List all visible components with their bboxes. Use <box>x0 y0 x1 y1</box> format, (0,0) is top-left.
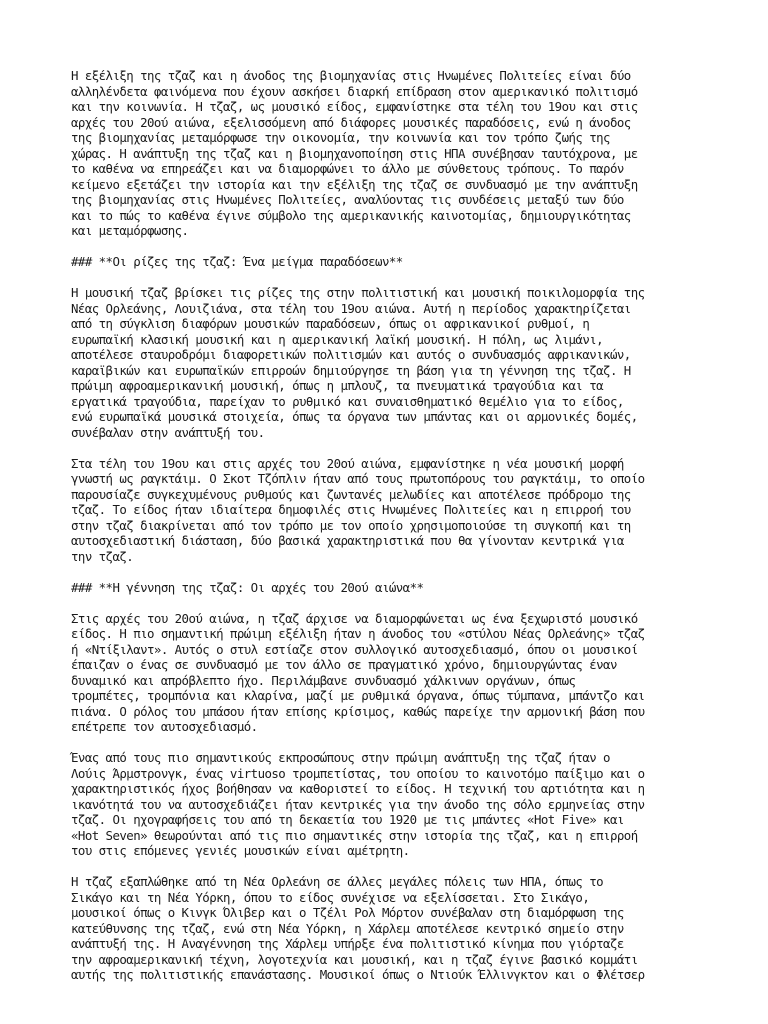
paragraph <box>71 874 711 983</box>
text-line: μουσικοί όπως ο Κινγκ Όλιβερ και ο Τζέλι Ρολ Μόρτον συνέβαλαν στη διαμόρφωση της <box>71 905 624 920</box>
section-heading <box>71 580 711 596</box>
text-line: επέτρεπε τον αυτοσχεδιασμό. <box>71 719 258 734</box>
text-line: Νέας Ορλεάνης, Λουιζιάνα, στα τέλη του 19ου αιώνα. Αυτή η περίοδος χαρακτηρίζεται <box>71 300 631 316</box>
text-line: από τη σύγκλιση διαφόρων μουσικών παραδόσεων, όπως οι αφρικανικοί ρυθμοί, η <box>71 316 590 331</box>
text-line: Η μουσική τζαζ βρίσκει τις ρίζες της στην πολιτιστική και μουσική ποικιλομορφία της <box>71 285 645 300</box>
text-line: δυναμικό και απρόβλεπτο ήχο. Περιλάμβανε συνδυασμό χάλκινων οργάνων, όπως <box>71 672 576 688</box>
text-line: «Hot Seven» θεωρούνται από τις πιο σημαντικές στην ιστορία της τζαζ, και η επιρροή <box>71 827 638 843</box>
text-line: και το πώς το καθένα έγινε σύμβολο της αμερικανικής καινοτομίας, δημιουργικότητας <box>71 207 631 223</box>
text-line: Στα τέλη του 19ου και στις αρχές του 20ού αιώνα, εμφανίστηκε η νέα μουσική μορφή <box>71 455 624 471</box>
text-line: έπαιζαν ο ένας σε συνδυασμό με τον άλλο σε πραγματικό χρόνο, δημιουργώντας έναν <box>71 657 617 672</box>
paragraph <box>71 68 711 239</box>
text-line: κατεύθυνσης της τζαζ, ενώ στη Νέα Υόρκη, η Χάρλεμ αποτέλεσε κεντρικό σημείο στην <box>71 920 624 936</box>
text-line: πρώιμη αφροαμερικανική μουσική, όπως η μπλουζ, τα πνευματικά τραγούδια και τα <box>71 378 604 393</box>
paragraph <box>71 456 711 565</box>
paragraph-gap <box>71 859 711 875</box>
text-line: καραϊβικών και ευρωπαϊκών επιρροών δημιούργησε τη βάση για τη γέννηση της τζαζ. Η <box>71 362 631 378</box>
text-line: Η τζαζ εξαπλώθηκε από τη Νέα Ορλεάνη σε άλλες μεγάλες πόλεις των ΗΠΑ, όπως το <box>71 874 604 889</box>
text-line: ### **Οι ρίζες της τζαζ: Ένα μείγμα παραδόσεων** <box>71 254 403 269</box>
text-line: αρχές του 20ού αιώνα, εξελισσόμενη από διάφορες μουσικές παραδόσεις, ενώ η άνοδος <box>71 114 631 130</box>
text-line: Η εξέλιξη της τζαζ και η άνοδος της βιομηχανίας στις Ηνωμένες Πολιτείες είναι δύο <box>71 68 631 83</box>
text-line: ανάπτυξή της. Η Αναγέννηση της Χάρλεμ υπήρξε ένα πολιτιστικό κίνημα που γιόρταζε <box>71 936 624 951</box>
paragraph <box>71 611 711 735</box>
paragraph-gap <box>71 735 711 751</box>
paragraph <box>71 285 711 440</box>
text-line: εργατικά τραγούδια, παρείχαν το ρυθμικό και συναισθηματικό θεμέλιο για το είδος, <box>71 393 624 409</box>
paragraph-gap <box>71 595 711 611</box>
paragraph-gap <box>71 239 711 255</box>
text-line: ### **Η γέννηση της τζαζ: Οι αρχές του 20ού αιώνα** <box>71 579 424 595</box>
text-line: τρομπέτες, τρομπόνια και κλαρίνα, μαζί με ρυθμικά όργανα, όπως τύμπανα, μπάντζο και <box>71 688 645 703</box>
paragraph-gap <box>71 440 711 456</box>
text-line: Στις αρχές του 20ού αιώνα, η τζαζ άρχισε να διαμορφώνεται ως ένα ξεχωριστό μουσικό <box>71 610 638 626</box>
text-line: αποτέλεσε σταυροδρόμι διαφορετικών πολιτισμών και αυτός ο συνδυασμός αφρικανικών, <box>71 347 631 362</box>
text-line: αυτής της πολιτιστικής επανάστασης. Μουσικοί όπως ο Ντιούκ Έλλινγκτον και ο Φλέτσερ <box>71 967 645 982</box>
paragraph-gap <box>71 270 711 286</box>
text-line: συνέβαλαν στην ανάπτυξή του. <box>71 424 265 440</box>
text-line: Σικάγο και τη Νέα Υόρκη, όπου το είδος συνέχισε να εξελίσσεται. Στο Σικάγο, <box>71 889 590 905</box>
text-line: αλληλένδετα φαινόμενα που έχουν ασκήσει διαρκή επίδραση στον αμερικανικό πολιτισμό <box>71 83 638 99</box>
section-heading <box>71 254 711 270</box>
text-line: ευρωπαϊκή κλασική μουσική και η αμερικανική λαϊκή μουσική. Η πόλη, ως λιμάνι, <box>71 331 604 347</box>
text-line: παρουσίαζε συγκεχυμένους ρυθμούς και ζωντανές μελωδίες και αποτέλεσε πρόδρομο της <box>71 486 631 502</box>
text-line: στην τζαζ διακρίνεται από τον τρόπο με τον οποίο χρησιμοποιούσε τη συγκοπή και τη <box>71 517 631 533</box>
text-line: κείμενο εξετάζει την ιστορία και την εξέλιξη της τζαζ σε συνδυασμό με την ανάπτυξη <box>71 176 638 192</box>
text-line: ή «Ντίξιλαντ». Αυτός ο στυλ εστίαζε στον συλλογικό αυτοσχεδιασμό, όπου οι μουσικοί <box>71 641 638 657</box>
text-line: τζαζ. Οι ηχογραφήσεις του από τη δεκαετία του 1920 με τις μπάντες «Hot Five» και <box>71 812 624 827</box>
text-line: της βιομηχανίας μεταμόρφωσε την οικονομία, την κοινωνία και τον τρόπο ζωής της <box>71 130 610 145</box>
text-line: και την κοινωνία. Η τζαζ, ως μουσικό είδος, εμφανίστηκε στα τέλη του 19ου και στις <box>71 99 638 114</box>
text-line: τζαζ. Το είδος ήταν ιδιαίτερα δημοφιλές στις Ηνωμένες Πολιτείες και η επιρροή του <box>71 502 631 517</box>
paragraph-gap <box>71 564 711 580</box>
text-line: γνωστή ως ραγκτάιμ. Ο Σκοτ Τζόπλιν ήταν από τους πρωτοπόρους του ραγκτάιμ, το οποίο <box>71 471 645 486</box>
text-line: αυτοσχεδιαστική διάσταση, δύο βασικά χαρακτηριστικά που θα γίνονταν κεντρικά για <box>71 533 624 548</box>
text-line: Λούις Άρμστρονγκ, ένας virtuoso τρομπετίστας, του οποίου το καινοτόμο παίξιμο και ο <box>71 765 645 781</box>
text-line: του στις επόμενες γενιές μουσικών είναι αμέτρητη. <box>71 843 410 858</box>
text-line: της βιομηχανίας στις Ηνωμένες Πολιτείες, αναλύοντας τις συνδέσεις μεταξύ των δύο <box>71 192 624 207</box>
text-line: ενώ ευρωπαϊκά μουσικά στοιχεία, όπως τα όργανα των μπάντας και οι αρμονικές δομές, <box>71 409 638 424</box>
text-line: χαρακτηριστικός ήχος βοήθησαν να καθοριστεί το είδος. Η τεχνική του αρτιότητα και η <box>71 781 645 796</box>
text-line: ικανότητά του να αυτοσχεδιάζει ήταν κεντρικές για την άνοδο της σόλο ερμηνείας στην <box>71 796 645 812</box>
text-line: την τζαζ. <box>71 548 134 564</box>
text-line: την αφροαμερικανική τέχνη, λογοτεχνία και μουσική, και η τζαζ έγινε βασικό κομμάτι <box>71 951 638 967</box>
text-line: είδος. Η πιο σημαντική πρώιμη εξέλιξη ήταν η άνοδος του «στύλου Νέας Ορλεάνης» τζαζ <box>71 626 645 641</box>
text-line: το καθένα να επηρεάζει και να διαμορφώνει το άλλο με σύνθετους τρόπους. Το παρόν <box>71 161 624 176</box>
text-line: και μεταμόρφωσης. <box>71 223 189 238</box>
text-line: χώρας. Η ανάπτυξη της τζαζ και η βιομηχανοποίηση στις ΗΠΑ συνέβησαν ταυτόχρονα, με <box>71 145 638 161</box>
document-body <box>71 68 711 983</box>
text-line: Ένας από τους πιο σημαντικούς εκπροσώπους στην πρώιμη ανάπτυξη της τζαζ ήταν ο <box>71 750 610 765</box>
text-line: πιάνα. Ο ρόλος του μπάσου ήταν επίσης κρίσιμος, καθώς παρείχε την αρμονική βάση που <box>71 703 645 719</box>
paragraph <box>71 750 711 859</box>
